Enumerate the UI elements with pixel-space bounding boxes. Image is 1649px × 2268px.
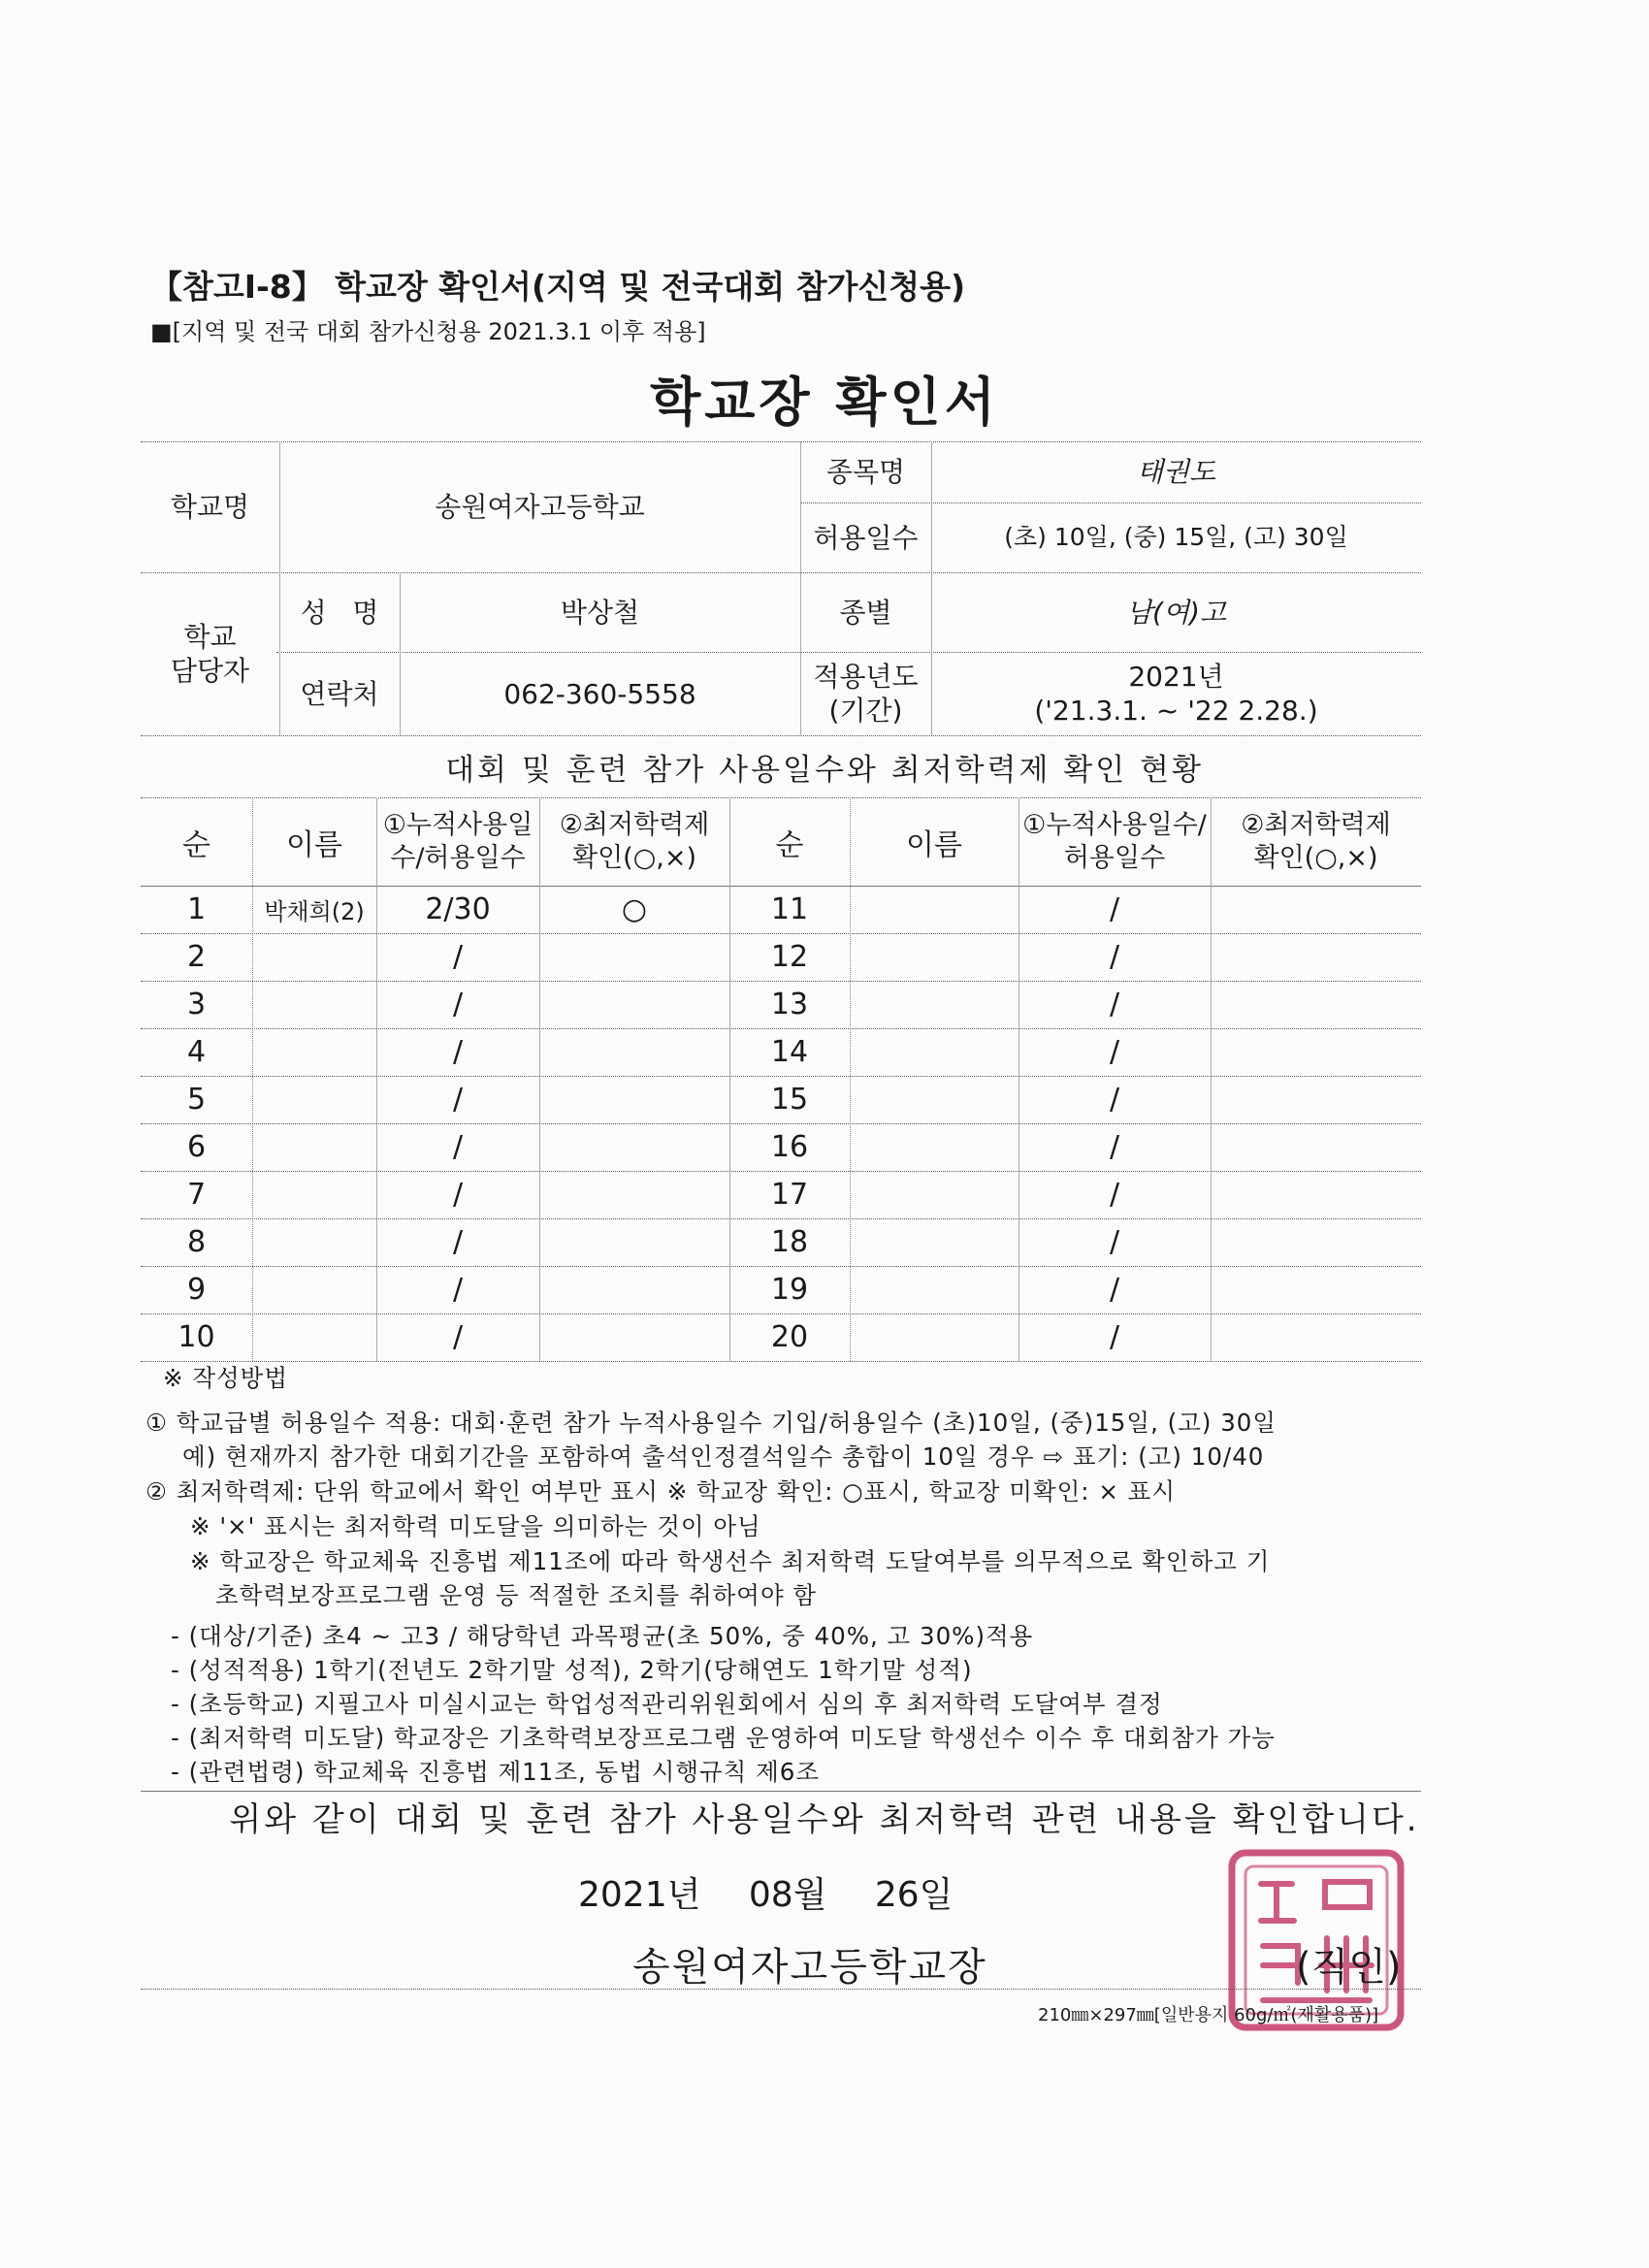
row-check (539, 1266, 729, 1313)
header-no-right: 순 (775, 827, 804, 862)
principal-name: 송원여자고등학교장 (632, 1945, 987, 1990)
paper-spec: 210㎜×297㎜[일반용지 60g/㎡(재활용품)] (1038, 2005, 1379, 2025)
row-name (252, 1028, 376, 1076)
row-name (252, 1313, 376, 1361)
row-check (1211, 933, 1421, 981)
row-name (850, 1028, 1018, 1076)
row-days: / (1109, 1178, 1120, 1212)
note-line: ① 학교급별 허용일수 적용: 대회·훈련 참가 누적사용일수 기입/허용일수 (초)10일, (중)15일, (고) 30일 (146, 1409, 1277, 1437)
row-number: 11 (770, 892, 809, 926)
header-days-left: ①누적사용일 수/허용일수 (382, 809, 534, 873)
row-number: 3 (186, 988, 207, 1021)
row-days: 2/30 (425, 892, 491, 926)
event-label: 종목명 (825, 456, 906, 488)
header-check-right: ②최저학력제 확인(○,×) (1241, 809, 1391, 873)
row-number: 13 (770, 988, 809, 1021)
row-number: 19 (770, 1273, 809, 1307)
header-check-left: ②최저학력제 확인(○,×) (559, 809, 710, 873)
row-check (1211, 886, 1421, 933)
row-days: / (1109, 1225, 1120, 1259)
allowed-days-label: 허용일수 (813, 521, 919, 554)
section-title: 대회 및 훈련 참가 사용일수와 최저학력제 확인 현황 (445, 753, 1204, 788)
row-check (539, 1123, 729, 1171)
row-number: 7 (186, 1178, 207, 1212)
reference-subtitle: ■[지역 및 전국 대회 참가신청용 2021.3.1 이후 적용] (150, 318, 706, 345)
note-line: - (관련법령) 학교체육 진흥법 제11조, 동법 시행규칙 제6조 (171, 1758, 821, 1786)
row-name (850, 933, 1018, 981)
row-number: 12 (770, 940, 809, 974)
note-line: 초학력보장프로그램 운영 등 적절한 조치를 취하여야 함 (215, 1581, 818, 1609)
signature-date: 2021년 08월 26일 (578, 1875, 954, 1915)
row-number: 8 (186, 1225, 207, 1259)
row-number: 10 (178, 1320, 215, 1354)
row-number: 16 (770, 1130, 809, 1164)
year-value: 2021년 ('21.3.1. ~ '22 2.28.) (1034, 661, 1318, 727)
name-value: 박상철 (560, 596, 640, 629)
contact-label: 연락처 (300, 677, 379, 710)
row-name (850, 1313, 1018, 1361)
note-line: 예) 현재까지 참가한 대회기간을 포함하여 출석인정결석일수 총합이 10일 경우 ⇨ 표기: (고) 10/40 (182, 1442, 1265, 1471)
row-name (850, 1123, 1018, 1171)
row-number: 5 (186, 1083, 207, 1117)
row-check (539, 1076, 729, 1123)
row-days: / (452, 1130, 464, 1164)
row-days: / (452, 988, 464, 1021)
row-days: / (1109, 892, 1120, 926)
row-check (1211, 1171, 1421, 1218)
note-line: - (최저학력 미도달) 학교장은 기초학력보장프로그램 운영하여 미도달 학생선수 이수 후 대회참가 가능 (171, 1724, 1276, 1752)
note-line: - (성적적용) 1학기(전년도 2학기말 성적), 2학기(당해연도 1학기말 성적) (171, 1656, 973, 1684)
reference-title: 【참고Ⅰ-8】 학교장 확인서(지역 및 전국대회 참가신청용) (150, 268, 966, 306)
row-days: / (452, 1273, 464, 1307)
row-name (850, 1266, 1018, 1313)
document-title: 학교장 확인서 (650, 372, 999, 433)
manager-label: 학교 담당자 (170, 621, 250, 687)
row-check (539, 1171, 729, 1218)
allowed-days-value: (초) 10일, (중) 15일, (고) 30일 (1004, 523, 1348, 552)
header-days-right: ①누적사용일수/ 허용일수 (1022, 809, 1207, 873)
event-value: 태권도 (1136, 456, 1216, 488)
row-name (252, 933, 376, 981)
row-check (1211, 1313, 1421, 1361)
row-days: / (1109, 1083, 1120, 1117)
note-heading: ※ 작성방법 (163, 1364, 288, 1392)
row-number: 6 (186, 1130, 207, 1164)
row-name (252, 1123, 376, 1171)
row-number: 17 (770, 1178, 809, 1212)
header-name-right: 이름 (906, 827, 962, 862)
row-days: / (1109, 940, 1120, 974)
row-check (1211, 1076, 1421, 1123)
row-number: 4 (186, 1035, 207, 1069)
note-line: ② 최저학력제: 단위 학교에서 확인 여부만 표시 ※ 학교장 확인: ○표시, 학교장 미확인: × 표시 (146, 1477, 1176, 1506)
row-check: ○ (621, 892, 648, 926)
row-check (539, 1313, 729, 1361)
row-check (539, 1218, 729, 1266)
name-label: 성 명 (300, 596, 379, 629)
header-no: 순 (182, 827, 210, 862)
row-days: / (452, 1035, 464, 1069)
row-check (539, 933, 729, 981)
confirmation-statement: 위와 같이 대회 및 훈련 참가 사용일수와 최저학력 관련 내용을 확인합니다. (229, 1800, 1420, 1839)
row-number: 20 (770, 1320, 809, 1354)
row-name (850, 1076, 1018, 1123)
note-line: ※ 학교장은 학교체육 진흥법 제11조에 따라 학생선수 최저학력 도달여부를 의무적으로 확인하고 기 (190, 1547, 1271, 1575)
row-check (539, 981, 729, 1028)
row-name (850, 1218, 1018, 1266)
row-name (252, 1266, 376, 1313)
row-days: / (452, 1083, 464, 1117)
school-label: 학교명 (170, 491, 250, 523)
row-number: 1 (186, 892, 207, 926)
seal-label: (직인) (1296, 1945, 1402, 1990)
row-name (252, 1171, 376, 1218)
contact-value: 062-360-5558 (503, 677, 696, 710)
row-number: 2 (186, 940, 207, 974)
row-check (1211, 1028, 1421, 1076)
gender-label: 종별 (839, 596, 892, 629)
row-name (850, 1171, 1018, 1218)
year-label: 적용년도 (기간) (813, 661, 919, 727)
note-line: - (대상/기준) 초4 ~ 고3 / 해당학년 과목평균(초 50%, 중 40%, 고 30%)적용 (171, 1622, 1034, 1650)
row-days: / (1109, 988, 1120, 1021)
row-days: / (1109, 1130, 1120, 1164)
row-days: / (452, 940, 464, 974)
row-days: / (452, 1320, 464, 1354)
row-days: / (1109, 1035, 1120, 1069)
note-line: ※ '×' 표시는 최저학력 미도달을 의미하는 것이 아님 (190, 1512, 761, 1540)
row-check (1211, 1123, 1421, 1171)
row-days: / (1109, 1320, 1120, 1354)
row-name: 박채희(2) (264, 898, 365, 925)
row-days: / (452, 1225, 464, 1259)
row-name (252, 1218, 376, 1266)
row-name (850, 981, 1018, 1028)
row-check (1211, 981, 1421, 1028)
row-number: 9 (186, 1273, 207, 1307)
note-line: - (초등학교) 지필고사 미실시교는 학업성적관리위원회에서 심의 후 최저학력 도달여부 결정 (171, 1690, 1163, 1718)
row-name (252, 1076, 376, 1123)
school-value: 송원여자고등학교 (435, 491, 645, 523)
row-number: 18 (770, 1225, 809, 1259)
row-check (1211, 1218, 1421, 1266)
row-number: 15 (770, 1083, 809, 1117)
row-number: 14 (770, 1035, 809, 1069)
row-days: / (1109, 1273, 1120, 1307)
row-name (850, 886, 1018, 933)
row-check (539, 1028, 729, 1076)
row-check (1211, 1266, 1421, 1313)
row-days: / (452, 1178, 464, 1212)
gender-value: 남(여)고 (1126, 596, 1226, 629)
row-name (252, 981, 376, 1028)
header-name: 이름 (286, 827, 342, 862)
